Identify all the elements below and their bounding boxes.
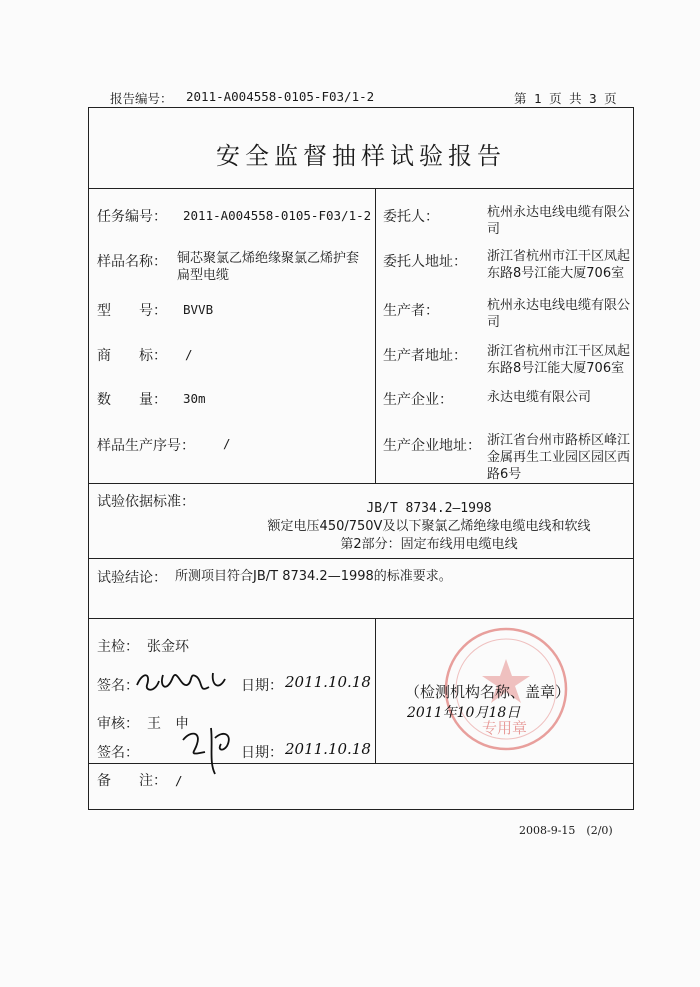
divider	[89, 558, 633, 559]
manufacturer-value: 永达电缆有限公司	[487, 390, 592, 405]
trademark-value: /	[185, 347, 193, 362]
client-value: 杭州永达电线电缆有限公司	[487, 205, 631, 237]
reviewer-date-label: 日期：	[241, 745, 283, 761]
manufacturer-address-value: 浙江省台州市路桥区峰江金属再生工业园区园区西路6号	[487, 433, 631, 482]
standard-title: 额定电压450/750V及以下聚氯乙烯绝缘电缆电线和软线	[267, 519, 591, 534]
conclusion-label: 试验结论：	[97, 570, 167, 586]
standard-part: 第2部分：固定布线用电缆电线	[340, 537, 518, 552]
model-label: 型 号：	[97, 303, 167, 319]
org-name-note: （检测机构名称、盖章）	[405, 683, 571, 701]
producer-value: 杭州永达电线电缆有限公司	[487, 298, 631, 330]
producer-address-value: 浙江省杭州市江干区凤起东路8号江能大厦706室	[487, 344, 631, 376]
inspector-name: 张金环	[147, 639, 189, 655]
manufacturer-label: 生产企业：	[383, 392, 453, 408]
reviewer-signature	[175, 716, 245, 778]
report-form	[88, 107, 634, 810]
standard-label: 试验依据标准：	[97, 494, 195, 510]
task-no-label: 任务编号：	[97, 209, 167, 225]
divider	[89, 188, 633, 189]
trademark-label: 商 标：	[97, 348, 167, 364]
sample-name-value: 铜芯聚氯乙烯绝缘聚氯乙烯护套扁型电缆	[177, 251, 360, 283]
reviewer-sign-label: 签名：	[97, 745, 139, 761]
inspector-date-label: 日期：	[241, 678, 283, 694]
serial-label: 样品生产序号：	[97, 438, 195, 454]
org-date: 2011年10月18日	[407, 705, 521, 721]
inspector-label: 主检：	[97, 639, 139, 655]
client-label: 委托人：	[383, 209, 439, 225]
sample-name-label: 样品名称：	[97, 254, 167, 270]
divider	[89, 763, 633, 764]
producer-address-label: 生产者地址：	[383, 348, 467, 364]
client-address-value: 浙江省杭州市江干区凤起东路8号江能大厦706室	[487, 249, 631, 281]
reviewer-name: 王 申	[147, 716, 189, 732]
inspector-date: 2011.10.18	[285, 673, 371, 691]
serial-value: /	[223, 436, 231, 451]
reviewer-label: 审核：	[97, 716, 139, 732]
task-no-value: 2011-A004558-0105-F03/1-2	[183, 208, 372, 223]
quantity-value: 30m	[183, 391, 206, 406]
standard-code: JB/T 8734.2—1998	[366, 501, 492, 516]
conclusion-text: 所测项目符合JB/T 8734.2—1998的标准要求。	[175, 569, 452, 584]
model-value: BVVB	[183, 302, 214, 317]
remark-label: 备 注：	[97, 773, 167, 789]
inspector-signature	[133, 663, 233, 699]
divider	[89, 483, 633, 484]
reviewer-date: 2011.10.18	[285, 740, 371, 758]
manufacturer-address-label: 生产企业地址：	[383, 438, 481, 454]
report-number-label: 报告编号：	[110, 91, 173, 106]
form-version-footer: 2008-9-15 (2/0)	[519, 824, 613, 837]
report-number: 2011-A004558-0105-F03/1-2	[186, 89, 375, 104]
inspector-sign-label: 签名：	[97, 678, 139, 694]
client-address-label: 委托人地址：	[383, 254, 467, 270]
page-info: 第 1 页 共 3 页	[514, 91, 617, 106]
quantity-label: 数 量：	[97, 392, 167, 408]
seal-text: 专用章	[482, 719, 528, 737]
divider	[89, 618, 633, 619]
report-title: 安全监督抽样试验报告	[216, 142, 506, 170]
column-divider	[375, 618, 376, 763]
producer-label: 生产者：	[383, 303, 439, 319]
column-divider	[375, 188, 376, 483]
remark-value: /	[175, 773, 183, 788]
